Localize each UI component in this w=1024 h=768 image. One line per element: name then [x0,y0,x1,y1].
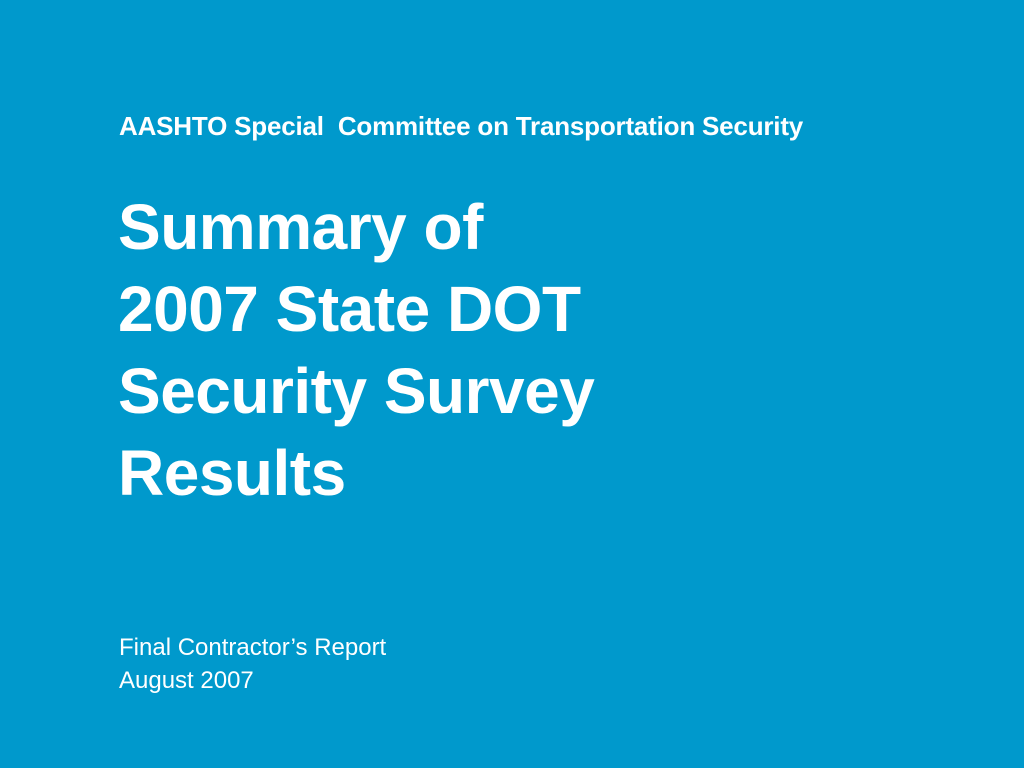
report-type: Final Contractor’s Report [119,634,387,661]
title-line-4: Results [118,437,346,509]
title-line-3: Security Survey [118,355,595,427]
report-info [119,631,386,697]
title-line-2: 2007 State DOT [118,273,581,345]
report-date: August 2007 [119,667,254,694]
slide-title [118,186,594,514]
organization-heading: AASHTO Special Committee on Transportation Security [119,111,804,141]
title-line-1: Summary of [118,191,483,263]
